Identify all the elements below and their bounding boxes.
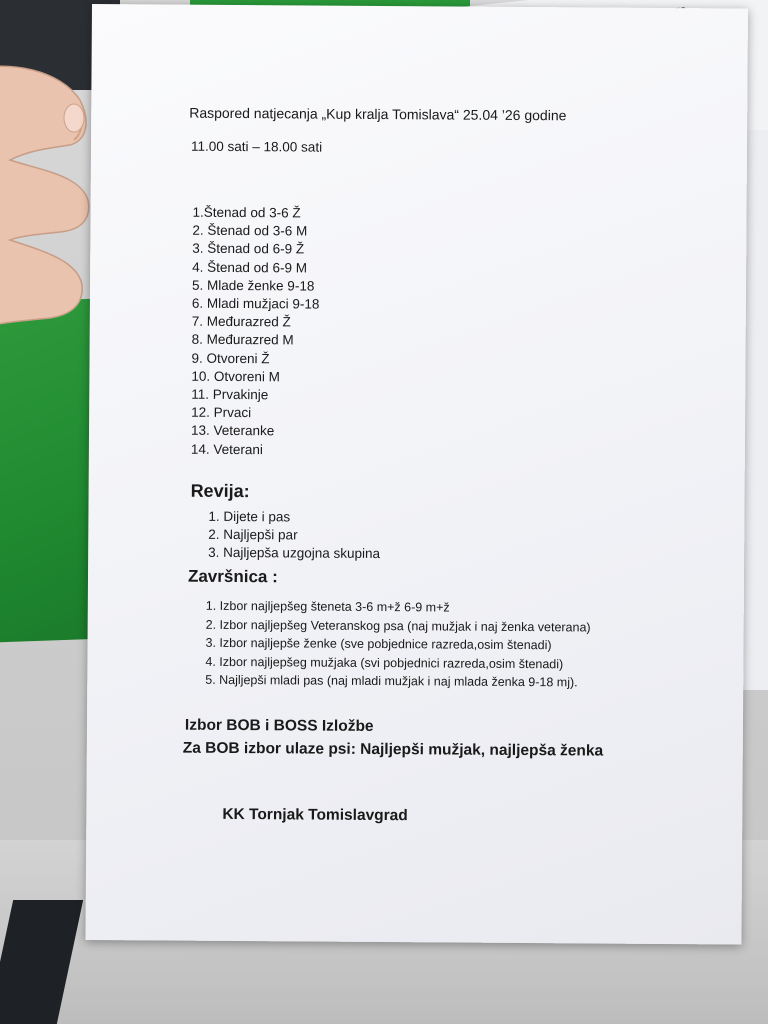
- zavrsnica-list-item: 1. Izbor najljepšeg šteneta 3-6 m+ž 6-9 m+ž: [205, 598, 450, 615]
- revija-list-item: 3. Najljepša uzgojna skupina: [208, 544, 381, 562]
- zavrsnica-list-item: 2. Izbor najljepšeg Veteranskog psa (naj mužjak i naj ženka veterana): [205, 617, 591, 634]
- class-list-item: 2. Štenad od 3-6 M: [192, 222, 308, 239]
- bob-line-2: Za BOB izbor ulaze psi: Najljepši mužjak, najljepša ženka: [182, 739, 604, 760]
- revija-list-item: 1. Dijete i pas: [208, 508, 291, 525]
- revija-list-item: 2. Najljepši par: [208, 526, 298, 543]
- class-list-item: 9. Otvoreni Ž: [191, 350, 270, 366]
- zavrsnica-list-item: 4. Izbor najljepšeg mužjaka (svi pobjednici razreda,osim štenadi): [205, 654, 564, 671]
- class-list-item: 12. Prvaci: [191, 404, 252, 421]
- class-list-item: 8. Međurazred M: [191, 332, 294, 348]
- class-list-item: 1.Štenad od 3-6 Ž: [192, 204, 301, 221]
- class-list-item: 11. Prvakinje: [191, 386, 269, 403]
- class-list-item: 10. Otvoreni M: [191, 368, 281, 385]
- class-list-item: 6. Mladi mužjaci 9-18: [191, 295, 320, 312]
- class-list-item: 13. Veteranke: [190, 423, 275, 439]
- class-list-item: 5. Mlade ženke 9-18: [191, 277, 315, 294]
- class-list-item: 4. Štenad od 6-9 M: [192, 259, 308, 276]
- zavrsnica-list-item: 3. Izbor najljepše ženke (sve pobjednice razreda,osim štenadi): [205, 635, 552, 653]
- revija-heading: Revija:: [190, 480, 250, 502]
- time-range: 11.00 sati – 18.00 sati: [190, 138, 323, 155]
- document-title: Raspored natjecanja „Kup kralja Tomislava“ 25.04 ’26 godine: [189, 104, 567, 124]
- zavrsnica-list-item: 5. Najljepši mladi pas (naj mladi mužjak i naj mlada ženka 9-18 mj).: [205, 672, 578, 690]
- class-list-item: 14. Veterani: [190, 441, 264, 457]
- schedule-paper: [85, 4, 748, 945]
- class-list-item: 7. Međurazred Ž: [191, 313, 291, 330]
- document-content: [85, 4, 748, 945]
- bob-line-1: Izbor BOB i BOSS Izložbe: [184, 716, 374, 735]
- club-name: KK Tornjak Tomislavgrad: [222, 805, 408, 825]
- zavrsnica-heading: Završnica :: [187, 566, 278, 587]
- class-list-item: 3. Štenad od 6-9 Ž: [192, 241, 305, 257]
